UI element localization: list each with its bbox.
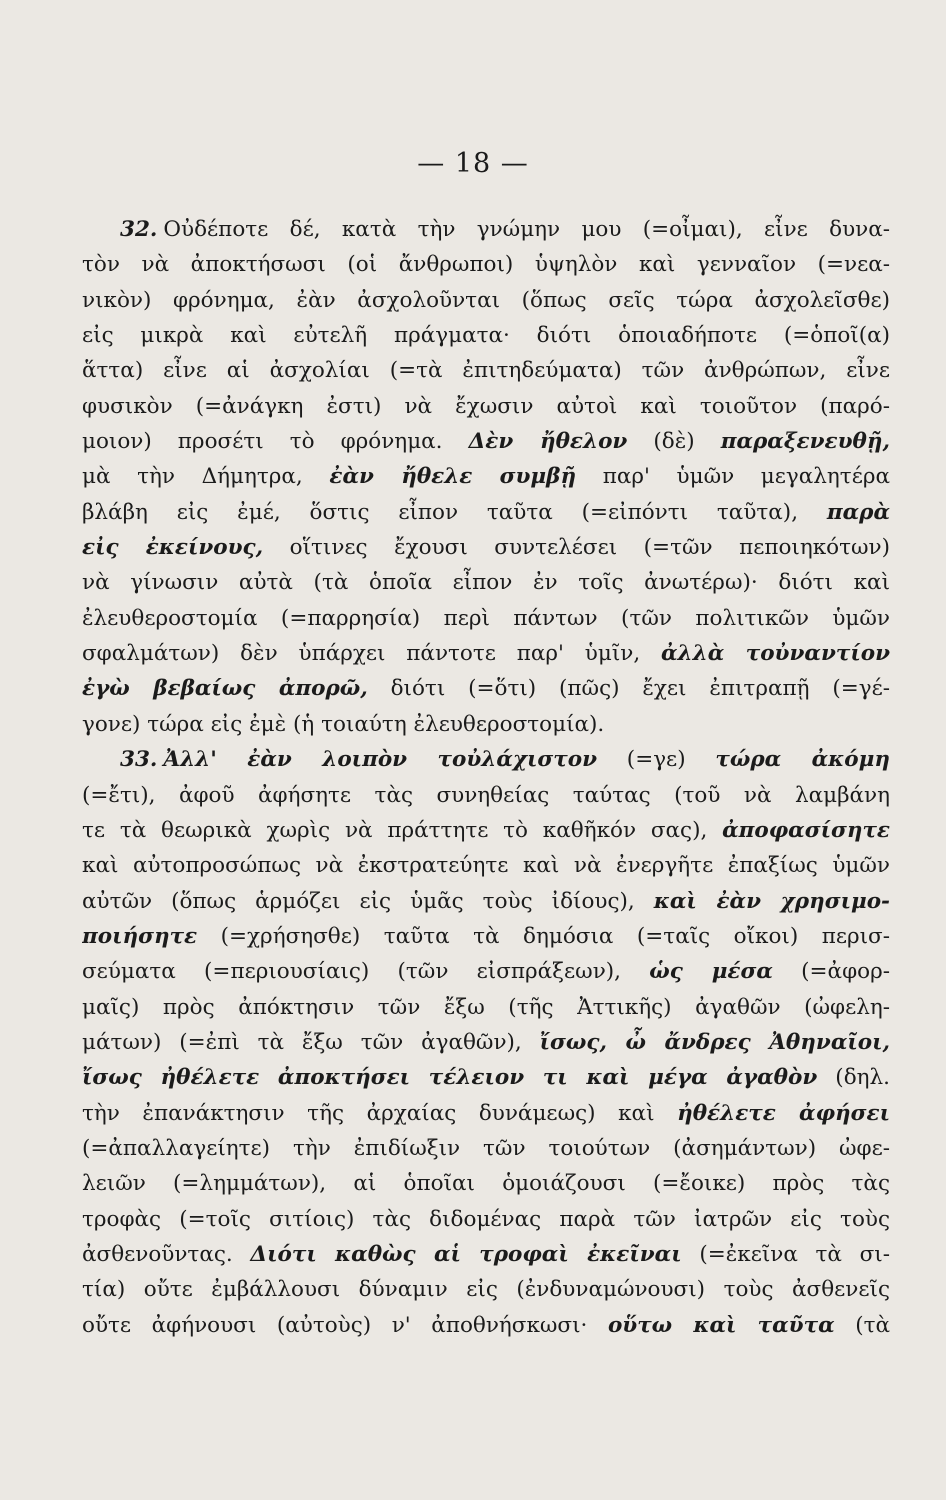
- text-segment: τὴν ἐπανάκτησιν τῆς ἀρχαίας δυνάμεως) καὶ: [82, 1100, 678, 1126]
- text-line: [82, 954, 890, 989]
- text-segment: μαῖς) πρὸς ἀπόκτησιν τῶν ἔξω (τῆς Ἀττικῆς) ἀγαθῶν (ὠφελη-: [82, 994, 890, 1020]
- emphasized-text: ἐὰν ἤθελε συμβῇ: [329, 464, 577, 490]
- text-segment: μάτων) (=ἐπὶ τὰ ἔξω τῶν ἀγαθῶν),: [82, 1029, 540, 1055]
- text-line: [82, 1272, 890, 1307]
- paragraph-start-line: [82, 212, 890, 247]
- text-segment: οὔτε ἀφήνουσι (αὐτοὺς) ν' ἀποθνήσκωσι·: [82, 1312, 608, 1338]
- text-segment: τε τὰ θεωρικὰ χωρὶς νὰ πράττητε τὸ καθῆκόν σας),: [82, 817, 723, 843]
- section-number: 33.: [120, 747, 158, 773]
- text-segment: Οὐδέποτε δέ, κατὰ τὴν γνώμην μου (=οἶμαι), εἶνε δυνα-: [163, 217, 890, 242]
- text-segment: βλάβη εἰς ἐμέ, ὅστις εἶπον ταῦτα (=εἰπόντι ταῦτα),: [82, 499, 827, 525]
- text-line: [82, 1096, 890, 1131]
- emphasized-text: παραξενευθῇ,: [720, 429, 890, 455]
- text-line: [82, 671, 890, 706]
- text-segment: τὸν νὰ ἀποκτήσωσι (οἱ ἄνθρωποι) ὑψηλὸν καὶ γενναῖον (=νεα-: [82, 252, 890, 278]
- text-segment: (δὲ): [627, 429, 721, 455]
- text-line: [82, 1060, 890, 1095]
- text-segment: καὶ αὐτοπροσώπως νὰ ἐκστρατεύητε καὶ νὰ ἐνεργῆτε ἐπαξίως ὑμῶν: [82, 853, 890, 879]
- text-segment: (=ἔτι), ἀφοῦ ἀφήσητε τὰς συνηθείας ταύτας (τοῦ νὰ λαμβάνη: [82, 782, 890, 808]
- emphasized-text: παρὰ: [826, 499, 890, 525]
- text-segment: διότι (=ὅτι) (πῶς) ἔχει ἐπιτραπῇ (=γέ-: [367, 676, 890, 702]
- paragraph-start-line: [82, 742, 890, 777]
- section-number: 32.: [120, 217, 158, 242]
- text-line: [82, 707, 890, 742]
- emphasized-text: Ἀλλ' ἐὰν λοιπὸν τοὐλάχιστον: [163, 747, 597, 773]
- emphasized-text: Διότι καθὼς αἱ τροφαὶ ἐκεῖναι: [250, 1241, 682, 1267]
- page-number: — 18 —: [417, 148, 529, 179]
- emphasized-text: ἀποφασίσητε: [722, 817, 890, 843]
- text-line: [82, 1131, 890, 1166]
- emphasized-text: Δὲν ἤθελον: [468, 429, 628, 455]
- text-line: [82, 1308, 890, 1343]
- text-segment: φυσικὸν (=ἀνάγκη ἐστι) νὰ ἔχωσιν αὐτοὶ καὶ τοιοῦτον (παρό-: [82, 393, 890, 419]
- text-segment: (=γε): [597, 747, 716, 773]
- text-line: [82, 848, 890, 883]
- text-segment: γονε) τώρα εἰς ἐμὲ (ἡ τοιαύτη ἐλευθεροστομία).: [82, 711, 605, 737]
- text-segment: (=ἀπαλλαγείητε) τὴν ἐπιδίωξιν τῶν τοιούτων (ἀσημάντων) ὠφε-: [82, 1135, 890, 1161]
- text-segment: τία) οὔτε ἐμβάλλουσι δύναμιν εἰς (ἐνδυναμώνουσι) τοὺς ἀσθενεῖς: [82, 1277, 890, 1303]
- text-line: [82, 530, 890, 565]
- emphasized-text: τώρα ἀκόμη: [715, 747, 890, 773]
- text-line: [82, 495, 890, 530]
- text-segment: ἀσθενοῦντας.: [82, 1241, 251, 1267]
- text-line: [82, 919, 890, 954]
- text-line: [82, 884, 890, 919]
- text-segment: οἵτινες ἔχουσι συντελέσει (=τῶν πεποιηκότων): [263, 535, 890, 561]
- text-line: [82, 1202, 890, 1237]
- emphasized-text: ἠθέλετε ἀφήσει: [677, 1100, 890, 1126]
- text-line: [82, 990, 890, 1025]
- emphasized-text: ἀλλὰ τοὐναντίον: [661, 641, 890, 667]
- text-segment: σεύματα (=περιουσίαις) (τῶν εἰσπράξεων),: [82, 959, 650, 985]
- emphasized-text: καὶ ἐὰν χρησιμο-: [653, 888, 890, 914]
- text-line: [82, 778, 890, 813]
- text-line: [82, 1237, 890, 1272]
- text-segment: παρ' ὑμῶν μεγαλητέρα: [576, 464, 890, 490]
- text-line: [82, 424, 890, 459]
- emphasized-text: ἐγὼ βεβαίως ἀπορῶ,: [82, 676, 368, 702]
- text-segment: νὰ γίνωσιν αὐτὰ (τὰ ὁποῖα εἶπον ἐν τοῖς ἀνωτέρω)· διότι καὶ: [82, 570, 890, 596]
- text-line: [82, 1025, 890, 1060]
- text-line: [82, 283, 890, 318]
- text-segment: μοιον) προσέτι τὸ φρόνημα.: [82, 429, 469, 455]
- text-segment: τροφὰς (=τοῖς σιτίοις) τὰς διδομένας παρὰ τῶν ἰατρῶν εἰς τοὺς: [82, 1206, 890, 1232]
- text-segment: εἰς μικρὰ καὶ εὐτελῆ πράγματα· διότι ὁποιαδήποτε (=ὁποῖ(α): [82, 323, 890, 349]
- text-segment: (τὰ: [834, 1312, 890, 1338]
- body-text: [82, 212, 890, 1343]
- text-line: [82, 459, 890, 494]
- emphasized-text: ποιήσητε: [82, 923, 198, 949]
- text-line: [82, 353, 890, 388]
- text-line: [82, 318, 890, 353]
- text-segment: αὐτῶν (ὅπως ἁρμόζει εἰς ὑμᾶς τοὺς ἰδίους),: [82, 888, 654, 914]
- text-segment: ἐλευθεροστομία (=παρρησία) περὶ πάντων (τῶν πολιτικῶν ὑμῶν: [82, 605, 890, 631]
- text-line: [82, 636, 890, 671]
- emphasized-text: εἰς ἐκείνους,: [82, 535, 264, 561]
- text-segment: μὰ τὴν Δήμητρα,: [82, 464, 330, 490]
- emphasized-text: ἴσως, ὦ ἄνδρες Ἀθηναῖοι,: [539, 1029, 890, 1055]
- text-line: [82, 813, 890, 848]
- text-line: [82, 1166, 890, 1201]
- text-line: [82, 565, 890, 600]
- text-segment: νικὸν) φρόνημα, ἐὰν ἀσχολοῦνται (ὅπως σεῖς τώρα ἀσχολεῖσθε): [82, 287, 890, 313]
- text-segment: ἅττα) εἶνε αἱ ἀσχολίαι (=τὰ ἐπιτηδεύματα) τῶν ἀνθρώπων, εἶνε: [82, 358, 890, 384]
- text-segment: (δηλ.: [817, 1065, 890, 1091]
- text-segment: (=χρήσησθε) ταῦτα τὰ δημόσια (=ταῖς οἴκοι) περισ-: [197, 923, 890, 949]
- text-segment: (=ἀφορ-: [772, 959, 890, 985]
- text-segment: σφαλμάτων) δὲν ὑπάρχει πάντοτε παρ' ὑμῖν,: [82, 641, 662, 667]
- emphasized-text: ὡς μέσα: [649, 959, 773, 985]
- text-line: [82, 601, 890, 636]
- emphasized-text: οὕτω καὶ ταῦτα: [607, 1312, 835, 1338]
- text-segment: λειῶν (=λημμάτων), αἱ ὁποῖαι ὁμοιάζουσι (=ἔοικε) πρὸς τὰς: [82, 1171, 890, 1197]
- text-line: [82, 247, 890, 282]
- text-segment: (=ἐκεῖνα τὰ σι-: [681, 1241, 890, 1267]
- text-line: [82, 389, 890, 424]
- emphasized-text: ἴσως ἠθέλετε ἀποκτήσει τέλειον τι καὶ μέγα ἀγαθὸν: [82, 1065, 818, 1091]
